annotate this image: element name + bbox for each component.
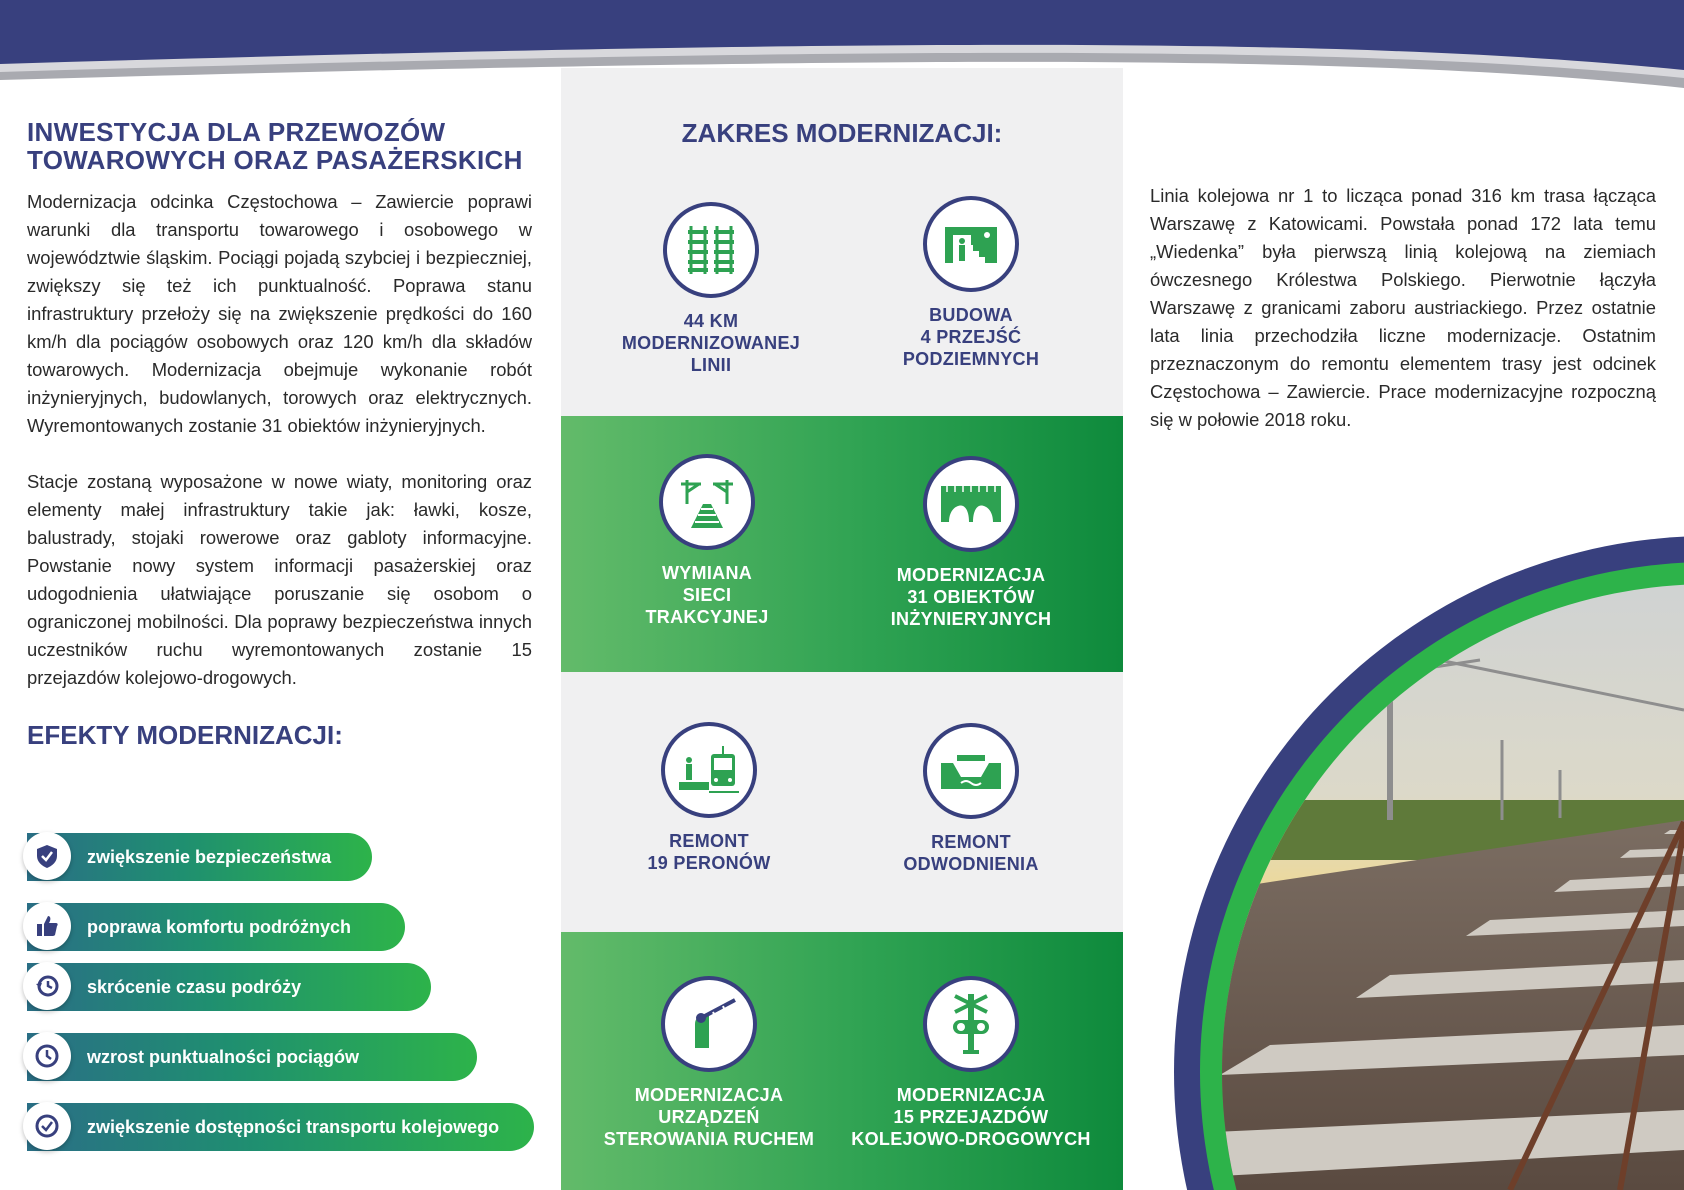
- scope-item-crossings: [841, 976, 1101, 1150]
- scope-label: BUDOWA 4 PRZEJŚĆ PODZIEMNYCH: [902, 305, 1040, 369]
- scope-label: REMONT 19 PERONÓW: [647, 831, 771, 873]
- scope-label: MODERNIZACJA 15 PRZEJAZDÓW KOLEJOWO-DROGOWYCH: [851, 1085, 1091, 1149]
- effect-safety: [27, 833, 372, 881]
- bridge-icon: [923, 456, 1019, 552]
- investment-paragraph-2: Stacje zostaną wyposażone w nowe wiaty, monitoring oraz elementy małej infrastruktury takie jak: ławki, kosze, balustrady, stojaki rowerowe oraz gabloty informacyjne. Powstanie nowy system informacji pasażerskiej oraz udogodnienia ułatwiające poruszanie się osobom o ograniczonej mobilności. Dla poprawy bezpieczeństwa innych uczestników ruchu wyremontowanych zostanie 15 przejazdów kolejowo-drogowych.: [27, 471, 532, 688]
- effects-heading: EFEKTY MODERNIZACJI:: [27, 720, 343, 750]
- scope-item-traffic-control: [579, 976, 839, 1150]
- effect-label: zwiększenie bezpieczeństwa: [87, 847, 332, 867]
- effect-accessibility: [27, 1103, 534, 1151]
- check-circle-icon: [23, 1102, 71, 1150]
- scope-item-underpass: [841, 196, 1101, 370]
- scope-label: MODERNIZACJA URZĄDZEŃ STEROWANIA RUCHEM: [603, 1085, 815, 1149]
- underpass-icon: [923, 196, 1019, 292]
- investment-heading: [27, 118, 532, 174]
- scope-item-catenary: [577, 454, 837, 628]
- investment-heading-line2: TOWAROWYCH ORAZ PASAŻERSKICH: [27, 145, 523, 175]
- effect-travel-time: [27, 963, 431, 1011]
- history-clock-icon: [23, 962, 71, 1010]
- barrier-icon: [661, 976, 757, 1072]
- line-history-paragraph: Linia kolejowa nr 1 to licząca ponad 316 km trasa łącząca Warszawę z Katowicami. Powstała ponad 172 lata temu „Wiedenka” była pierwszą linią kolejową na ziemiach ówczesnego Królestwa Polskiego. Pierwotnie łączyła Warszawę z granicami zaboru austriackiego. Przez ostatnie lata linia przechodziła liczne modernizacje. Ostatnim przeznaczonym do remontu elementem trasy jest odcinek Częstochowa – Zawiercie. Prace modernizacyjne rozpoczną się w połowie 2018 roku.: [1150, 185, 1656, 430]
- investment-heading-line1: INWESTYCJA DLA PRZEWOZÓW: [27, 117, 446, 147]
- left-column: [27, 117, 532, 1137]
- shield-check-icon: [23, 832, 71, 880]
- effect-label: wzrost punktualności pociągów: [87, 1047, 360, 1067]
- effect-comfort: [27, 903, 405, 951]
- scope-label: WYMIANA SIECI TRAKCYJNEJ: [645, 563, 769, 627]
- investment-paragraph-1: Modernizacja odcinka Częstochowa – Zawiercie poprawi warunki dla transportu towarowego i osobowego w województwie śląskim. Pociągi pojadą szybciej i bezpieczniej, zwiększy się też ich punktualność. Poprawa stanu infrastruktury przełoży się na zwiększenie prędkości do 160 km/h dla pociągów osobowych oraz 120 km/h dla składów towarowych. Modernizacja obejmuje wykonanie robót inżynieryjnych, budowlanych, torowych oraz elektrycznych. Wyremontowanych zostanie 31 obiektów inżynieryjnych.: [27, 191, 532, 436]
- track-icon: [663, 202, 759, 298]
- scope-label: REMONT ODWODNIENIA: [903, 832, 1039, 874]
- scope-label: MODERNIZACJA 31 OBIEKTÓW INŻYNIERYJNYCH: [890, 565, 1052, 629]
- drainage-icon: [923, 723, 1019, 819]
- effect-label: skrócenie czasu podróży: [87, 977, 302, 997]
- scope-item-platform: [579, 722, 839, 874]
- crossing-signal-icon: [923, 976, 1019, 1072]
- railway-photo-illustration: [1150, 470, 1684, 1190]
- scope-item-drainage: [841, 723, 1101, 875]
- catenary-icon: [659, 454, 755, 550]
- scope-item-track: [581, 202, 841, 376]
- effect-label: zwiększenie dostępności transportu kolejowego: [87, 1117, 500, 1137]
- effect-punctuality: [27, 1033, 477, 1081]
- scope-column: [561, 68, 1123, 1190]
- thumbs-up-icon: [23, 902, 71, 950]
- scope-label: 44 KM MODERNIZOWANEJ LINII: [621, 311, 801, 375]
- scope-heading: ZAKRES MODERNIZACJI:: [681, 118, 1003, 148]
- clock-icon: [23, 1032, 71, 1080]
- effect-label: poprawa komfortu podróżnych: [87, 917, 352, 937]
- scope-item-bridge: [841, 456, 1101, 630]
- platform-train-icon: [661, 722, 757, 818]
